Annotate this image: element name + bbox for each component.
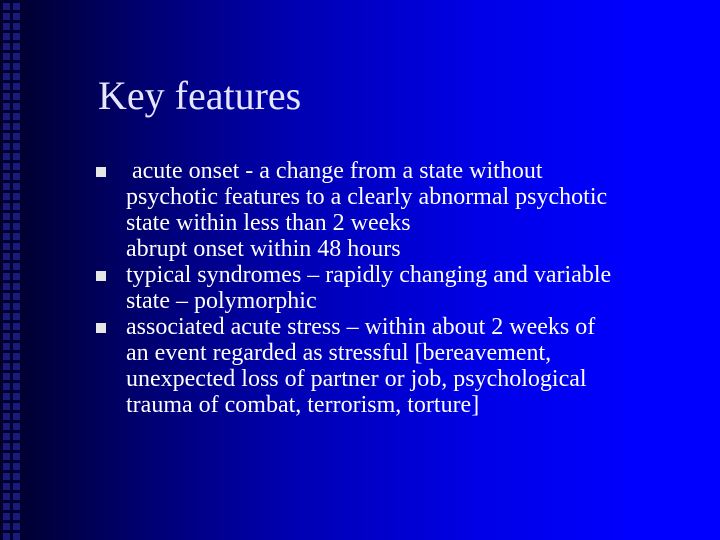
square-bullet-icon bbox=[96, 271, 106, 281]
decorative-square bbox=[3, 253, 10, 260]
decorative-square bbox=[3, 93, 10, 100]
decorative-square bbox=[13, 183, 20, 190]
decorative-square bbox=[3, 273, 10, 280]
square-bullet-icon bbox=[96, 323, 106, 333]
decorative-square bbox=[13, 43, 20, 50]
decorative-square bbox=[13, 253, 20, 260]
decorative-square bbox=[13, 443, 20, 450]
bullet-text-line: an event regarded as stressful [bereavement, bbox=[126, 340, 552, 366]
decorative-square bbox=[13, 293, 20, 300]
decorative-square bbox=[3, 3, 10, 10]
decorative-square bbox=[3, 13, 10, 20]
decorative-square bbox=[3, 363, 10, 370]
decorative-square bbox=[3, 233, 10, 240]
decorative-square bbox=[13, 53, 20, 60]
decorative-square bbox=[3, 503, 10, 510]
decorative-square bbox=[3, 243, 10, 250]
decorative-square bbox=[3, 33, 10, 40]
decorative-square bbox=[13, 63, 20, 70]
slide-title: Key features bbox=[98, 73, 302, 118]
bullet-item-typical-syndromes bbox=[96, 262, 706, 314]
decorative-square bbox=[3, 413, 10, 420]
decorative-square bbox=[3, 453, 10, 460]
decorative-square bbox=[13, 343, 20, 350]
decorative-square bbox=[13, 493, 20, 500]
bullet-item-associated-stress bbox=[96, 314, 706, 418]
bullet-text-line: associated acute stress – within about 2 weeks of bbox=[126, 314, 596, 340]
decorative-square bbox=[3, 393, 10, 400]
decorative-square bbox=[3, 123, 10, 130]
decorative-square bbox=[3, 103, 10, 110]
decorative-square bbox=[3, 433, 10, 440]
decorative-square bbox=[3, 493, 10, 500]
decorative-square bbox=[13, 323, 20, 330]
decorative-square bbox=[3, 183, 10, 190]
decorative-square bbox=[13, 303, 20, 310]
decorative-square bbox=[13, 173, 20, 180]
decorative-square bbox=[3, 63, 10, 70]
decorative-square bbox=[13, 483, 20, 490]
decorative-square bbox=[13, 423, 20, 430]
decorative-square bbox=[13, 133, 20, 140]
decorative-square bbox=[3, 343, 10, 350]
decorative-square bbox=[13, 143, 20, 150]
decorative-square bbox=[3, 303, 10, 310]
decorative-square bbox=[3, 353, 10, 360]
decorative-square bbox=[3, 223, 10, 230]
decorative-square bbox=[13, 163, 20, 170]
decorative-square bbox=[3, 163, 10, 170]
decorative-square bbox=[13, 123, 20, 130]
decorative-square bbox=[3, 83, 10, 90]
decorative-square bbox=[13, 203, 20, 210]
decorative-square bbox=[3, 423, 10, 430]
decorative-square bbox=[13, 523, 20, 530]
decorative-square bbox=[3, 283, 10, 290]
decorative-square bbox=[13, 473, 20, 480]
decorative-square bbox=[13, 413, 20, 420]
decorative-square bbox=[3, 143, 10, 150]
bullet-text-line: state within less than 2 weeks bbox=[126, 210, 411, 236]
decorative-square bbox=[13, 513, 20, 520]
decorative-square bbox=[13, 23, 20, 30]
decorative-square bbox=[3, 23, 10, 30]
decorative-square bbox=[13, 383, 20, 390]
bullet-text-line: state – polymorphic bbox=[126, 288, 317, 314]
decorative-square bbox=[3, 203, 10, 210]
bullet-text-line: trauma of combat, terrorism, torture] bbox=[126, 392, 480, 418]
square-bullet-icon bbox=[96, 167, 106, 177]
decorative-square bbox=[13, 333, 20, 340]
bullet-item-acute-onset bbox=[96, 158, 706, 236]
decorative-square-strip bbox=[0, 0, 22, 540]
decorative-square bbox=[13, 73, 20, 80]
bullet-text-line: psychotic features to a clearly abnormal psychotic bbox=[126, 184, 608, 210]
decorative-square bbox=[3, 323, 10, 330]
decorative-square bbox=[13, 353, 20, 360]
decorative-square bbox=[3, 43, 10, 50]
bullet-continuation-line: abrupt onset within 48 hours bbox=[126, 236, 401, 262]
decorative-square bbox=[13, 13, 20, 20]
decorative-square bbox=[3, 403, 10, 410]
decorative-square bbox=[3, 153, 10, 160]
decorative-square bbox=[3, 313, 10, 320]
decorative-square bbox=[13, 313, 20, 320]
decorative-square bbox=[13, 433, 20, 440]
decorative-square bbox=[3, 523, 10, 530]
decorative-square bbox=[3, 293, 10, 300]
bullet-text-line: acute onset - a change from a state without bbox=[126, 158, 543, 184]
decorative-square bbox=[13, 153, 20, 160]
decorative-square bbox=[3, 533, 10, 540]
decorative-square bbox=[3, 73, 10, 80]
decorative-square bbox=[13, 93, 20, 100]
bullet-list bbox=[96, 158, 706, 418]
decorative-square bbox=[13, 193, 20, 200]
decorative-square bbox=[3, 193, 10, 200]
decorative-square bbox=[13, 373, 20, 380]
decorative-square bbox=[13, 463, 20, 470]
decorative-square bbox=[3, 373, 10, 380]
decorative-square bbox=[13, 83, 20, 90]
decorative-square bbox=[13, 273, 20, 280]
decorative-square bbox=[3, 333, 10, 340]
decorative-square bbox=[3, 113, 10, 120]
decorative-square bbox=[3, 513, 10, 520]
decorative-square bbox=[13, 213, 20, 220]
decorative-square bbox=[13, 223, 20, 230]
decorative-square bbox=[3, 133, 10, 140]
decorative-square bbox=[3, 443, 10, 450]
decorative-square bbox=[13, 103, 20, 110]
decorative-square bbox=[13, 243, 20, 250]
decorative-square bbox=[13, 363, 20, 370]
decorative-square bbox=[3, 463, 10, 470]
decorative-square bbox=[3, 263, 10, 270]
decorative-square bbox=[13, 453, 20, 460]
bullet-text-line: unexpected loss of partner or job, psychological bbox=[126, 366, 587, 392]
decorative-square bbox=[3, 483, 10, 490]
decorative-square bbox=[3, 173, 10, 180]
decorative-square bbox=[13, 403, 20, 410]
decorative-square bbox=[13, 503, 20, 510]
decorative-square bbox=[13, 3, 20, 10]
decorative-square bbox=[13, 283, 20, 290]
decorative-square bbox=[3, 473, 10, 480]
decorative-square bbox=[13, 233, 20, 240]
decorative-square bbox=[13, 263, 20, 270]
bullet-text-line: typical syndromes – rapidly changing and variable bbox=[126, 262, 612, 288]
decorative-square bbox=[13, 33, 20, 40]
decorative-square bbox=[13, 393, 20, 400]
decorative-square bbox=[3, 383, 10, 390]
decorative-square bbox=[13, 113, 20, 120]
decorative-square bbox=[3, 53, 10, 60]
decorative-square bbox=[3, 213, 10, 220]
decorative-square bbox=[13, 533, 20, 540]
